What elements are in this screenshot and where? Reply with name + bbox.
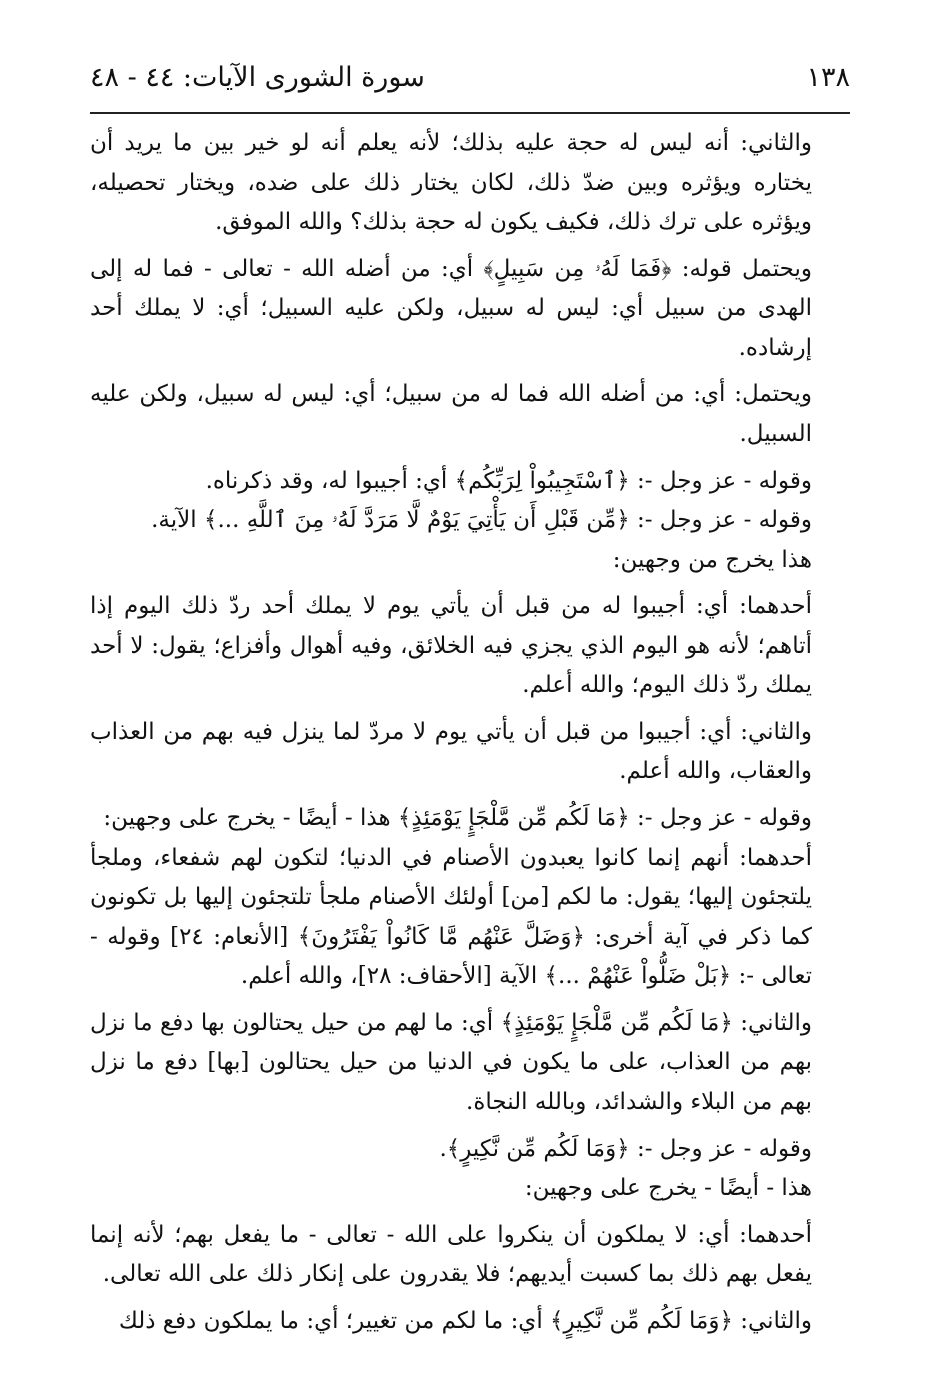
paragraph: أحدهما: أي: لا يملكون أن ينكروا على الله - تعالى - ما يفعل بهم؛ لأنه إنما يفعل بهم ذلك بما كسبت أيديهم؛ فلا يقدرون على إنكار ذلك على الله تعالى. [90, 1221, 812, 1288]
paragraph: والثاني: ﴿مَا لَكُم مِّن مَّلْجَإٍ يَوْمَئِذٍ﴾ أي: ما لهم من حيل يحتالون بها دفع ما نزل بهم من العذاب، على ما يكون في الدنيا من حيل يحتالون [بها] دفع ما نزل بهم من البلاء والشدائد، وبالله النجاة. [90, 1009, 812, 1115]
paragraph: هذا - أيضًا - يخرج على وجهين: [524, 1175, 812, 1202]
paragraph: أحدهما: أنهم إنما كانوا يعبدون الأصنام في الدنيا؛ لتكون لهم شفعاء، وملجأ يلتجئون إليها؛ يقول: ما لكم [من] أولئك الأصنام ملجأ تلتجئون إليها بل تكونون كما ذكر في آية أخرى: ﴿وَضَلَّ عَنْهُم مَّا كَانُواْ يَفْتَرُونَ﴾ [الأنعام: ٢٤] وقوله - تعالى -: ﴿بَلْ ضَلُّواْ عَنْهُمْ ...﴾ الآية [الأحقاف: ٢٨]، والله أعلم. [90, 844, 812, 990]
paragraph: وقوله - عز وجل -: ﴿مِّن قَبْلِ أَن يَأْتِيَ يَوْمٌ لَّا مَرَدَّ لَهُۥ مِنَ ٱللَّهِ ...﴾ الآية. [151, 507, 812, 534]
paragraph: أحدهما: أي: أجيبوا له من قبل أن يأتي يوم لا يملك أحد ردّ ذلك اليوم إذا أتاهم؛ لأنه هو اليوم الذي يجزي فيه الخلائق، وفيه أهوال وأفزاع؛ يقول: لا أحد يملك ردّ ذلك اليوم؛ والله أعلم. [90, 593, 812, 699]
paragraph: والثاني: ﴿وَمَا لَكُم مِّن نَّكِيرٍ﴾ أي: ما لكم من تغيير؛ أي: ما يملكون دفع ذلك [118, 1307, 812, 1334]
paragraph: هذا يخرج من وجهين: [612, 546, 812, 573]
header-divider [90, 112, 850, 114]
body-text [90, 124, 850, 1341]
paragraph: والثاني: أنه ليس له حجة عليه بذلك؛ لأنه يعلم أنه لو خير بين ما يريد أن يختاره ويؤثره وبين ضدّ ذلك، لكان يختار ذلك على ضده، ويختار تحصيله، ويؤثره على ترك ذلك، فكيف يكون له حجة بذلك؟ والله الموفق. [90, 130, 812, 236]
paragraph: وقوله - عز وجل -: ﴿مَا لَكُم مِّن مَّلْجَإٍ يَوْمَئِذٍ﴾ هذا - أيضًا - يخرج على وجهين: [103, 805, 812, 831]
paragraph: ويحتمل قوله: ﴿فَمَا لَهُۥ مِن سَبِيلٍ﴾ أي: من أضله الله - تعالى - فما له إلى الهدى من سبيل أي: ليس له سبيل، ولكن عليه السبيل؛ أي: لا يملك أحد إرشاده. [90, 255, 812, 361]
paragraph: والثاني: أي: أجيبوا من قبل أن يأتي يوم لا مردّ لما ينزل فيه بهم من العذاب والعقاب، والله أعلم. [90, 718, 812, 785]
paragraph: ويحتمل: أي: من أضله الله فما له من سبيل؛ أي: ليس له سبيل، ولكن عليه السبيل. [90, 381, 812, 447]
paragraph: وقوله - عز وجل -: ﴿ٱسْتَجِيبُواْ لِرَبِّكُم﴾ أي: أجيبوا له، وقد ذكرناه. [205, 467, 812, 494]
page-header [90, 60, 850, 104]
running-title: سورة الشورى الآيات: ٤٤ - ٤٨ [90, 62, 425, 93]
page-number: ١٣٨ [806, 62, 850, 93]
paragraph: وقوله - عز وجل -: ﴿وَمَا لَكُم مِّن نَّكِيرٍ﴾. [439, 1135, 812, 1162]
